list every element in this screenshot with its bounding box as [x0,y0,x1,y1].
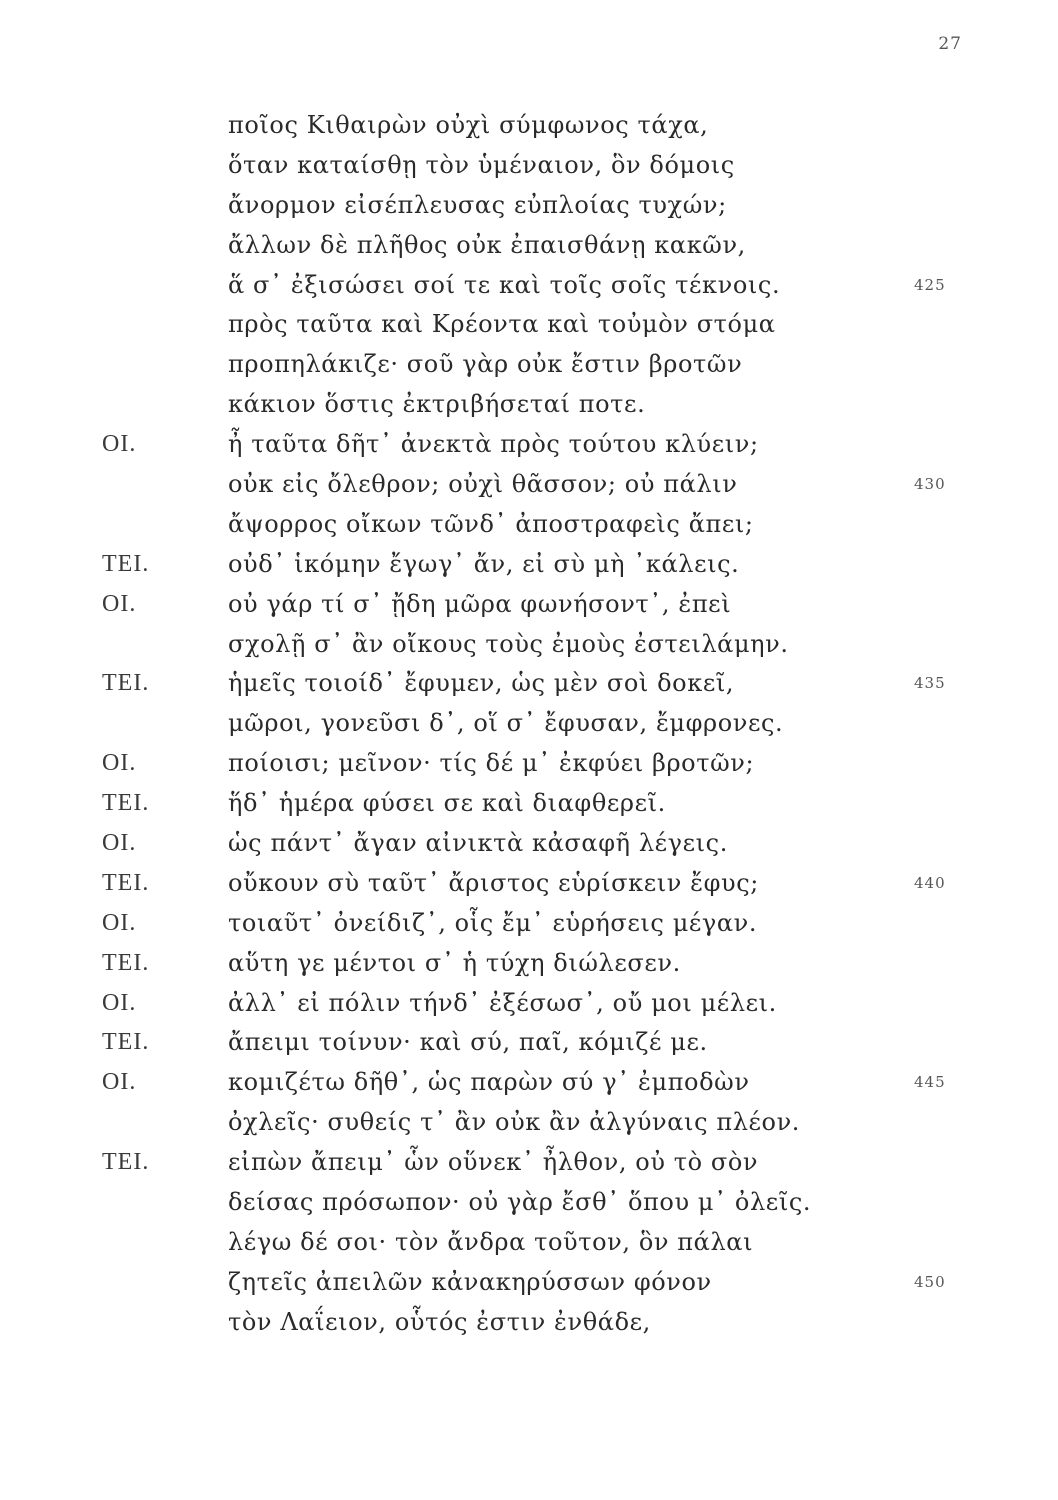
verse-text: ἅ σ᾽ ἐξισώσει σοί τε καὶ τοῖς σοῖς τέκνοις. [228,270,781,299]
page-number: 27 [938,34,962,54]
verse-text: ὡς πάντ᾽ ἄγαν αἰνικτὰ κἀσαφῆ λέγεις. [228,829,728,858]
verse-text: πρὸς ταῦτα καὶ Κρέοντα καὶ τοὐμὸν στόμα [228,310,776,339]
verse-line [0,864,1058,904]
verse-text: ἄπειμι τοίνυν· καὶ σύ, παῖ, κόμιζέ με. [228,1028,708,1057]
verse-text: τοιαῦτ᾽ ὀνείδιζ᾽, οἷς ἔμ᾽ εὑρήσεις μέγαν. [228,908,758,937]
speaker-label: ΟΙ. [102,1069,137,1096]
speaker-label: ΟΙ. [102,750,137,777]
verse-line [0,226,1058,266]
line-number: 440 [914,873,946,892]
verse-line [0,1063,1058,1103]
speaker-label: ΤΕΙ. [102,949,150,976]
speaker-label: ΟΙ. [102,830,137,857]
verse-text: ἄλλων δὲ πλῆθος οὐκ ἐπαισθάνῃ κακῶν, [228,230,746,259]
verse-line [0,784,1058,824]
verse-text: κάκιον ὅστις ἐκτριβήσεταί ποτε. [228,390,646,419]
line-number: 435 [914,674,946,693]
verse-text: ζητεῖς ἀπειλῶν κἀνακηρύσσων φόνον [228,1267,712,1296]
speaker-label: ΤΕΙ. [102,869,150,896]
verse-line [0,505,1058,545]
verse-line [0,465,1058,505]
verse-line [0,545,1058,585]
verse-line [0,1223,1058,1263]
verse-line [0,1183,1058,1223]
verse-line [0,1143,1058,1183]
verse-line [0,266,1058,306]
verse-text: οὐδ᾽ ἱκόμην ἔγωγ᾽ ἄν, εἰ σὺ μὴ ᾽κάλεις. [228,549,740,578]
verse-text: οὐκ εἰς ὄλεθρον; οὐχὶ θᾶσσον; οὐ πάλιν [228,470,738,499]
verse-line [0,146,1058,186]
verse-text: λέγω δέ σοι· τὸν ἄνδρα τοῦτον, ὃν πάλαι [228,1227,754,1256]
verse-line [0,385,1058,425]
speaker-label: ΟΙ. [102,431,137,458]
verse-text: δείσας πρόσωπον· οὐ γὰρ ἔσθ᾽ ὅπου μ᾽ ὀλεῖς. [228,1188,812,1217]
verse-line [0,305,1058,345]
verse-line [0,345,1058,385]
verse-text: ἄνορμον εἰσέπλευσας εὐπλοίας τυχών; [228,190,727,219]
speaker-label: ΟΙ. [102,989,137,1016]
line-number: 430 [914,475,946,494]
verse-line [0,1303,1058,1343]
line-number: 445 [914,1073,946,1092]
verse-text: ποίοισι; μεῖνον· τίς δέ μ᾽ ἐκφύει βροτῶν; [228,749,755,778]
verse-line [0,904,1058,944]
verse-text: οὔκουν σὺ ταῦτ᾽ ἄριστος εὑρίσκειν ἔφυς; [228,868,759,897]
verse-text: αὕτη γε μέντοι σ᾽ ἡ τύχη διώλεσεν. [228,948,681,977]
verse-text: κομιζέτω δῆθ᾽, ὡς παρὼν σύ γ᾽ ἐμποδὼν [228,1068,750,1097]
verse-text: ἡμεῖς τοιοίδ᾽ ἔφυμεν, ὡς μὲν σοὶ δοκεῖ, [228,669,735,698]
verse-text: εἰπὼν ἄπειμ᾽ ὧν οὕνεκ᾽ ἦλθον, οὐ τὸ σὸν [228,1148,759,1177]
verse-line [0,186,1058,226]
verse-text: μῶροι, γονεῦσι δ᾽, οἵ σ᾽ ἔφυσαν, ἔμφρονες. [228,709,784,738]
verse-text: ποῖος Κιθαιρὼν οὐχὶ σύμφωνος τάχα, [228,111,709,139]
verse-line [0,824,1058,864]
verse-text: ἥδ᾽ ἡμέρα φύσει σε καὶ διαφθερεῖ. [228,789,666,818]
speaker-label: ΟΙ. [102,590,137,617]
verse-text: οὐ γάρ τί σ᾽ ᾔδη μῶρα φωνήσοντ᾽, ἐπεὶ [228,589,732,618]
verse-text: σχολῇ σ᾽ ἂν οἴκους τοὺς ἐμοὺς ἐστειλάμην. [228,629,789,658]
speaker-label: ΟΙ. [102,909,137,936]
speaker-label: ΤΕΙ. [102,790,150,817]
verse-line [0,625,1058,665]
verse-text: ἄψορρος οἴκων τῶνδ᾽ ἀποστραφεὶς ἄπει; [228,509,754,538]
verse-line [0,704,1058,744]
speaker-label: ΤΕΙ. [102,1149,150,1176]
verse-text: ὅταν καταίσθῃ τὸν ὑμέναιον, ὃν δόμοις [228,150,735,179]
speaker-label: ΤΕΙ. [102,670,150,697]
verse-text: ἦ ταῦτα δῆτ᾽ ἀνεκτὰ πρὸς τούτου κλύειν; [228,430,759,459]
verse-text: ὀχλεῖς· συθείς τ᾽ ἂν οὐκ ἂν ἀλγύναις πλέον. [228,1108,801,1137]
verse-line [0,1263,1058,1303]
verse-line [0,984,1058,1024]
verse-line [0,106,1058,146]
line-number: 450 [914,1272,946,1291]
verse-text: ἀλλ᾽ εἰ πόλιν τήνδ᾽ ἐξέσωσ᾽, οὔ μοι μέλει. [228,988,777,1017]
verse-line [0,744,1058,784]
verse-line [0,1103,1058,1143]
verse-line [0,425,1058,465]
speaker-label: ΤΕΙ. [102,550,150,577]
verse-line [0,944,1058,984]
verse-text: προπηλάκιζε· σοῦ γὰρ οὐκ ἔστιν βροτῶν [228,350,743,379]
verse-line [0,1023,1058,1063]
line-number: 425 [914,275,946,294]
speaker-label: ΤΕΙ. [102,1029,150,1056]
verse-line [0,664,1058,704]
verse-line [0,585,1058,625]
verse-text: τὸν Λαΐειον, οὗτός ἐστιν ἐνθάδε, [228,1307,651,1336]
verse-block [0,106,1058,1343]
